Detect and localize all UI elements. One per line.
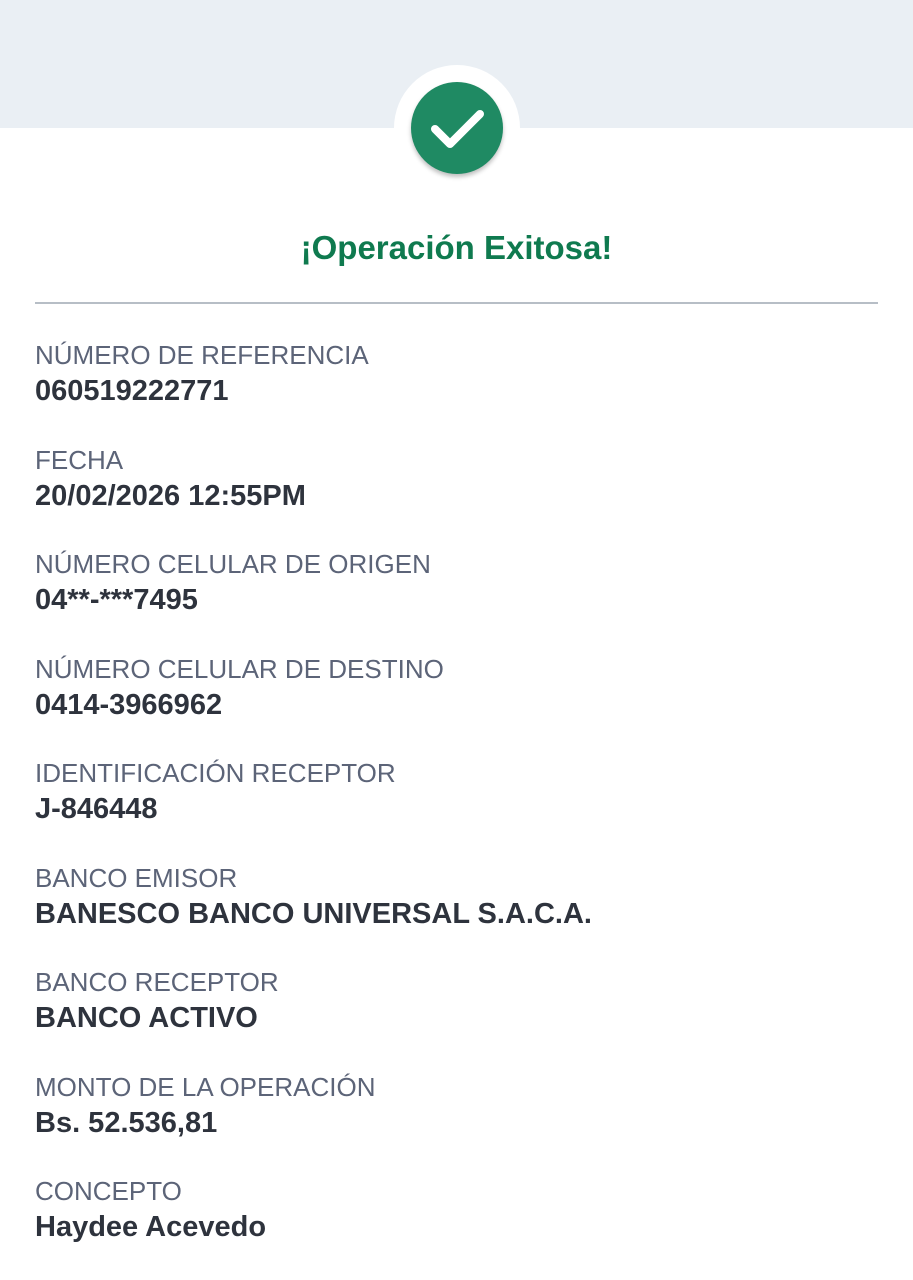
field-destination-phone xyxy=(35,653,885,723)
field-value: 20/02/2026 12:55PM xyxy=(35,480,306,512)
field-value: Haydee Acevedo xyxy=(35,1211,267,1243)
field-origin-phone xyxy=(35,548,885,618)
divider xyxy=(35,302,878,304)
field-label: BANCO RECEPTOR xyxy=(35,967,279,997)
field-value: 0414-3966962 xyxy=(35,689,223,721)
field-receiver-id xyxy=(35,757,885,827)
field-label: FECHA xyxy=(35,445,124,475)
field-value: 060519222771 xyxy=(35,375,229,407)
field-label: NÚMERO CELULAR DE DESTINO xyxy=(35,654,444,684)
check-mark-icon xyxy=(411,82,503,174)
field-label: BANCO EMISOR xyxy=(35,863,238,893)
field-label: NÚMERO CELULAR DE ORIGEN xyxy=(35,549,431,579)
field-label: NÚMERO DE REFERENCIA xyxy=(35,340,369,370)
field-value: BANESCO BANCO UNIVERSAL S.A.C.A. xyxy=(35,898,592,930)
field-label: IDENTIFICACIÓN RECEPTOR xyxy=(35,758,396,788)
field-label: MONTO DE LA OPERACIÓN xyxy=(35,1072,376,1102)
field-value: BANCO ACTIVO xyxy=(35,1002,258,1034)
field-receiving-bank xyxy=(35,966,885,1036)
field-value: Bs. 52.536,81 xyxy=(35,1107,218,1139)
check-icon xyxy=(411,82,503,174)
success-title: ¡Operación Exitosa! xyxy=(300,229,613,266)
field-date xyxy=(35,444,885,514)
field-value: J-846448 xyxy=(35,793,158,825)
field-concept xyxy=(35,1175,885,1245)
field-issuing-bank xyxy=(35,862,885,932)
field-reference-number xyxy=(35,339,885,409)
field-label: CONCEPTO xyxy=(35,1176,182,1206)
field-value: 04**-***7495 xyxy=(35,584,198,616)
field-amount xyxy=(35,1071,885,1141)
